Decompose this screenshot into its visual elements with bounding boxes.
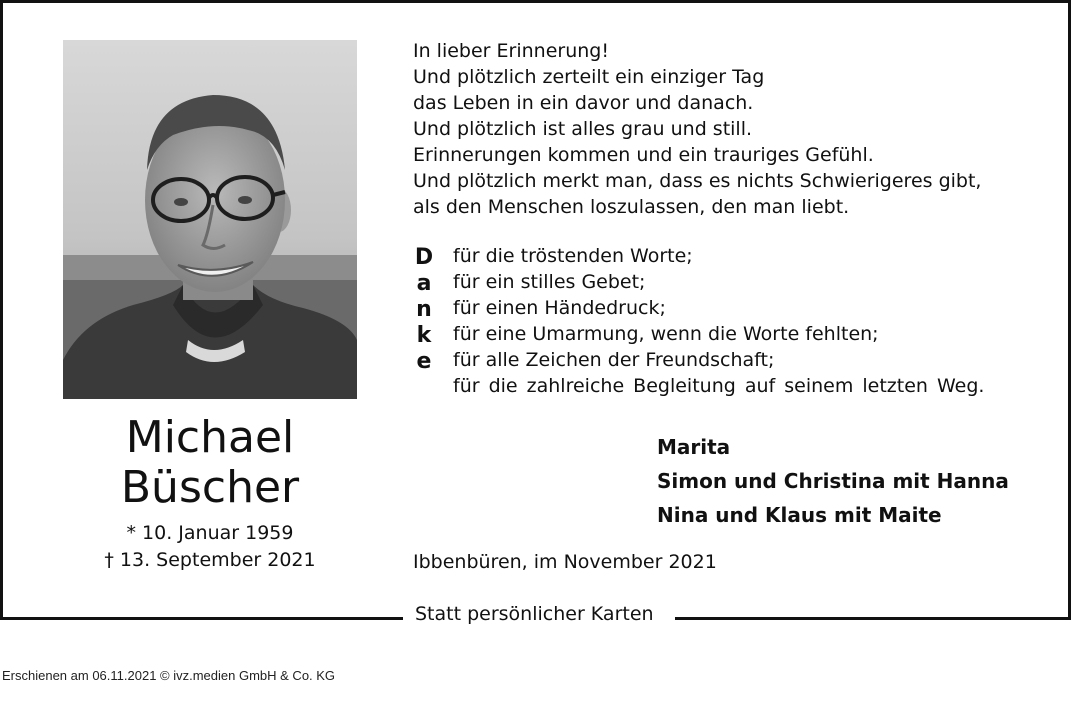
deceased-last-name: Büscher <box>120 462 300 513</box>
poem-line: Erinnerungen kommen und ein trauriges Gefühl. <box>413 144 874 166</box>
danke-letter: e <box>416 349 432 374</box>
thanks-list <box>453 243 1053 399</box>
thanks-line: für alle Zeichen der Freundschaft; <box>453 349 775 371</box>
danke-letter: D <box>414 245 434 270</box>
family-signature <box>657 430 1057 532</box>
poem-line: als den Menschen loszulassen, den man liebt. <box>413 196 850 218</box>
bottom-rule-left <box>0 617 403 620</box>
thanks-line: für die tröstenden Worte; <box>453 245 693 267</box>
birth-date: * 10. Januar 1959 <box>126 522 294 544</box>
poem-line: Und plötzlich merkt man, dass es nichts Schwierigeres gibt, <box>413 170 982 192</box>
bottom-rule-right <box>675 617 1071 620</box>
poem <box>413 38 1053 220</box>
thanks-line: für ein stilles Gebet; <box>453 271 646 293</box>
family-name: Marita <box>657 435 731 459</box>
poem-line: Und plötzlich zerteilt ein einziger Tag <box>413 66 765 88</box>
portrait-photo <box>63 40 357 399</box>
family-name: Simon und Christina mit Hanna <box>657 469 1009 493</box>
poem-line: das Leben in ein davor und danach. <box>413 92 754 114</box>
portrait-photo-icon <box>63 40 357 399</box>
death-date: † 13. September 2021 <box>104 549 316 571</box>
thanks-line: für eine Umarmung, wenn die Worte fehlten; <box>453 323 879 345</box>
family-name: Nina und Klaus mit Maite <box>657 503 942 527</box>
danke-vertical-word <box>412 245 436 375</box>
notice-text: Statt persönlicher Karten <box>415 603 654 625</box>
poem-line: In lieber Erinnerung! <box>413 40 609 62</box>
poem-line: Und plötzlich ist alles grau und still. <box>413 118 753 140</box>
danke-letter: k <box>416 323 432 348</box>
danke-letter: a <box>416 271 432 296</box>
place-date: Ibbenbüren, im November 2021 <box>413 551 717 573</box>
thanks-line: für die zahlreiche Begleitung auf seinem letzten Weg. <box>453 375 985 397</box>
deceased-first-name: Michael <box>125 412 295 463</box>
danke-letter: n <box>416 297 432 322</box>
publication-footer: Erschienen am 06.11.2021 © ivz.medien GmbH & Co. KG <box>2 668 336 683</box>
thanks-line: für einen Händedruck; <box>453 297 666 319</box>
